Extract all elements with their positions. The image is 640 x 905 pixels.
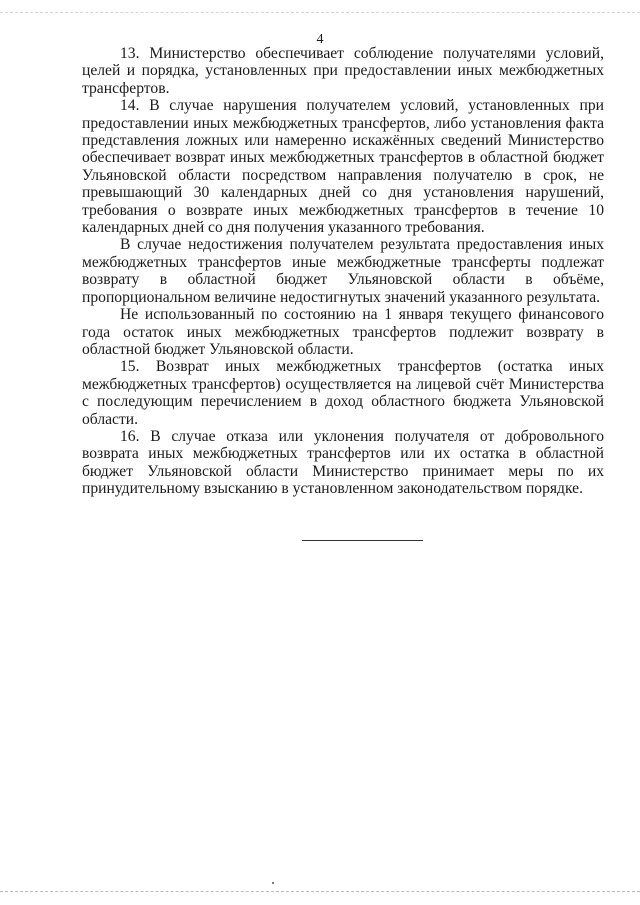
page-number: 4 — [316, 32, 324, 47]
paragraph-14-result-shortfall: В случае недостижения получателем результата предоставления иных межбюджетных трансфертов иные межбюджетные трансферты подлежат возврату в областной бюджет Ульяновской области в объёме, пропорциональном величине недостигнутых значений указанного результата. — [82, 236, 604, 306]
paragraph-16: 16. В случае отказа или уклонения получателя от добровольного возврата иных межбюджетных трансфертов или их остатка в областной бюджет Ульяновской области Министерство принимает меры по их принудительному взысканию в установленном законодательством порядке. — [82, 427, 604, 498]
paragraph-15: 15. Возврат иных межбюджетных трансфертов (остатка иных межбюджетных трансфертов) осуществляется на лицевой счёт Министерства с последующим перечислением в доход областного бюджета Ульяновской области. — [82, 358, 604, 428]
paragraph-14-unused-balance: Не использованный по состоянию на 1 января текущего финансового года остаток иных межбюджетных трансфертов подлежит возврату в областной бюджет Ульяновской области. — [82, 306, 604, 358]
paragraph-14: 14. В случае нарушения получателем условий, установленных при предоставлении иных межбюджетных трансфертов, либо установления факта представления ложных или намеренно искажённых сведений Министерство обеспечивает возврат иных межбюджетных трансфертов в областной бюджет Ульяновской области посредством направления получателю в срок, не превышающий 30 календарных дней со дня установления нарушений, требования о возврате иных межбюджетных трансфертов в течение 10 календарных дней со дня получения указанного требования. — [82, 97, 604, 237]
end-of-document-rule — [302, 540, 423, 541]
scan-speck — [272, 882, 274, 884]
document-body — [82, 45, 604, 498]
paragraph-13: 13. Министерство обеспечивает соблюдение получателями условий, целей и порядка, установленных при предоставлении иных межбюджетных трансфертов. — [82, 45, 604, 97]
scan-edge-bottom — [0, 891, 640, 892]
scan-edge-top — [0, 12, 640, 13]
